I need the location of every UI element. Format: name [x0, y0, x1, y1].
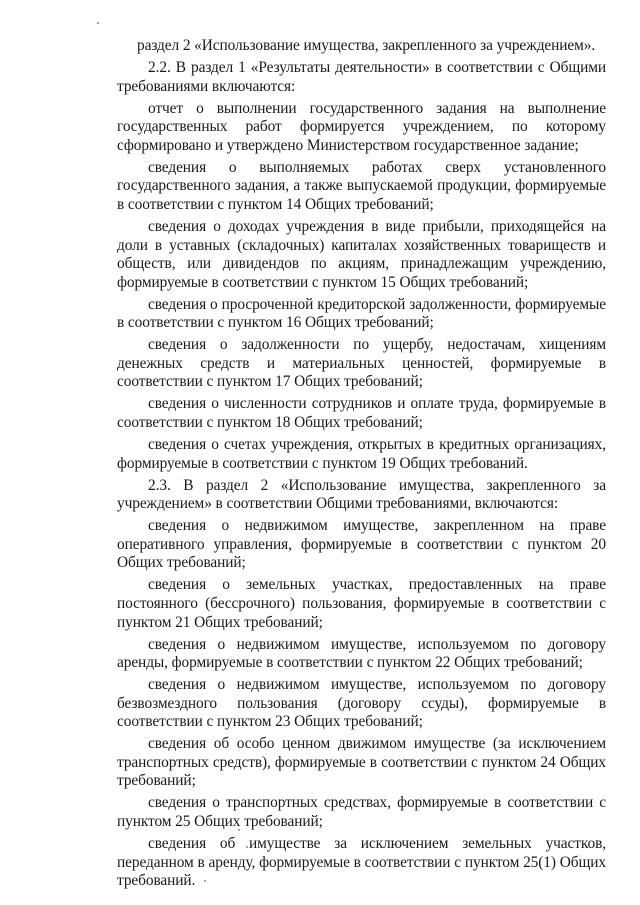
document-body — [117, 37, 606, 894]
paragraph-staff-pay: сведения о численности сотрудников и оплате труда, формируемые в соответствии с пунктом 18 Общих требований; — [117, 395, 606, 432]
paragraph-section-2-title: раздел 2 «Использование имущества, закрепленного за учреждением». — [137, 37, 596, 54]
paragraph-extra-works: сведения о выполняемых работах сверх установленного государственного задания, а также выпускаемой продукции, формируемые в соответствии с пунктом 14 Общих требований; — [117, 158, 606, 213]
paragraph-vehicles: сведения о транспортных средствах, формируемые в соответствии с пунктом 25 Общих требований; — [117, 794, 606, 831]
paragraph-lease: сведения о недвижимом имуществе, используемом по договору аренды, формируемые в соответствии с пунктом 22 Общих требований; — [117, 635, 606, 672]
paragraph-land-plots: сведения о земельных участках, предоставленных на праве постоянного (бессрочного) пользования, формируемые в соответствии с пунктом 21 Общих требований; — [117, 576, 606, 631]
paragraph-damage-debt: сведения о задолженности по ущербу, недостачам, хищениям денежных средств и материальных ценностей, формируемые в соответствии с пунктом 17 Общих требований; — [117, 336, 606, 391]
paragraph-profit-income: сведения о доходах учреждения в виде прибыли, приходящейся на доли в уставных (складочных) капиталах хозяйственных товариществ и обществ, или дивидендов по акциям, принадлежащим учреждению, формируемые в соответствии с пунктом 15 Общих требований; — [117, 217, 606, 291]
paragraph-clause-2-3: 2.3. В раздел 2 «Использование имущества, закрепленного за учреждением» в соответствии Общими требованиями, включаются: — [117, 476, 606, 513]
paragraph-bank-accounts: сведения о счетах учреждения, открытых в кредитных организациях, формируемые в соответствии с пунктом 19 Общих требований. — [117, 436, 606, 472]
paragraph-overdue-payables: сведения о просроченной кредиторской задолженности, формируемые в соответствии с пунктом 16 Общих требований; — [117, 295, 606, 332]
paragraph-leased-out-property: сведения об имуществе за исключением земельных участков, переданном в аренду, формируемые в соответствии с пунктом 25(1) Общих требований. — [117, 835, 606, 890]
paragraph-clause-2-2: 2.2. В раздел 1 «Результаты деятельности» в соответствии с Общими требованиями включаются: — [117, 58, 606, 95]
scan-speck — [97, 22, 99, 24]
paragraph-valuable-movables: сведения об особо ценном движимом имуществе (за исключением транспортных средств), формируемые в соответствии с пунктом 24 Общих требований; — [117, 735, 606, 790]
paragraph-real-estate-operational: сведения о недвижимом имуществе, закрепленном на праве оперативного управления, формируемые в соответствии с пунктом 20 Общих требований; — [117, 517, 606, 572]
paragraph-free-use: сведения о недвижимом имуществе, используемом по договору безвозмездного пользования (договору ссуды), формируемые в соответствии с пунктом 23 Общих требований; — [117, 676, 606, 731]
paragraph-state-assignment-report: отчет о выполнении государственного задания на выполнение государственных работ формируется учреждением, по которому сформировано и утверждено Министерством государственное задание; — [117, 99, 606, 154]
